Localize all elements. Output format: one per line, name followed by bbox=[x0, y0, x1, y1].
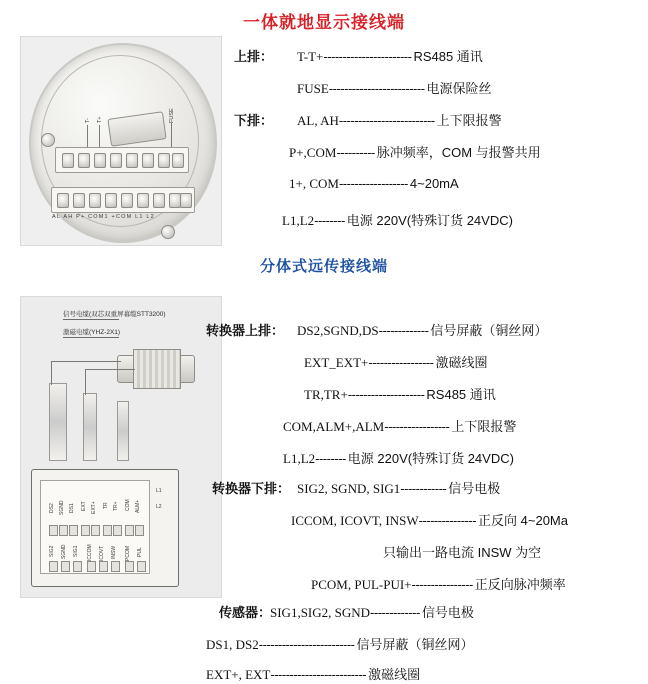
leader-dashes: -------- bbox=[315, 451, 346, 466]
cable-note-leader bbox=[63, 319, 119, 320]
panel-label-ds1: DS1 bbox=[69, 503, 75, 513]
converter-terminal-panel bbox=[40, 480, 150, 574]
terminal-desc: 脉冲频率，COM 与报警共用 bbox=[376, 145, 541, 160]
terminal-desc: 上下限报警 bbox=[451, 419, 517, 434]
terminal-desc: 电源保险丝 bbox=[426, 81, 492, 96]
leader-dashes: ------------------ bbox=[338, 176, 408, 191]
terminal-desc: 信号屏蔽（铜丝网） bbox=[356, 637, 474, 652]
integral-top-row-label-group bbox=[234, 46, 275, 65]
ground-bolt bbox=[41, 133, 55, 147]
integral-bottom-label: 下排： bbox=[234, 113, 274, 128]
leader-dashes: ------------ bbox=[400, 481, 447, 496]
terminal-block-top bbox=[55, 147, 189, 173]
leader-dashes: ---------------- bbox=[411, 577, 473, 592]
wiring-row bbox=[289, 176, 459, 192]
terminal-name: FUSE bbox=[297, 81, 329, 96]
converter-bottom-label-group bbox=[212, 478, 292, 497]
terminal-desc: RS485 通讯 bbox=[426, 387, 496, 402]
terminal-desc: 正反向 4~20Ma bbox=[478, 513, 568, 528]
panel-label-l2: L2 bbox=[156, 504, 162, 510]
terminal-desc: RS485 通讯 bbox=[413, 49, 483, 64]
terminal-label-t-plus: T+ bbox=[97, 116, 103, 123]
converter-bottom-label: 转换器下排： bbox=[212, 481, 291, 496]
panel-label-pcom: PCOM bbox=[125, 546, 131, 561]
terminal-name: SIG2, SGND, SIG1 bbox=[297, 481, 401, 496]
terminal-desc: 4~20mA bbox=[409, 176, 459, 191]
terminal-name: DS2,SGND,DS bbox=[297, 323, 379, 338]
page-title: 一体就地显示接线端 bbox=[243, 13, 405, 32]
terminal-row-labels: AL AH P+ COM1 +COM L1 L2 bbox=[52, 214, 155, 220]
panel-label-tr-plus: TR+ bbox=[113, 501, 119, 511]
sensor-neck-left bbox=[49, 383, 67, 461]
converter-enclosure bbox=[31, 469, 179, 587]
terminal-desc: 电源 220V(特殊订货 24VDC) bbox=[346, 213, 513, 228]
terminal-lead-line bbox=[99, 125, 100, 149]
excitation-cable-note: 激磁电缆(YHZ-2X1) bbox=[63, 329, 121, 336]
wiring-row bbox=[297, 320, 547, 339]
terminal-name: COM,ALM+,ALM bbox=[283, 419, 385, 434]
cable-run bbox=[85, 369, 86, 395]
terminal-desc: 正反向脉冲频率 bbox=[474, 577, 566, 592]
leader-dashes: ------------- bbox=[370, 605, 420, 620]
terminal-name: DS1, DS2 bbox=[206, 637, 259, 652]
leader-dashes: ----------------- bbox=[384, 419, 450, 434]
terminal-desc: 激磁线圈 bbox=[435, 355, 488, 370]
integral-terminal-photo bbox=[20, 36, 222, 246]
wiring-row bbox=[270, 602, 474, 621]
leader-dashes: -------------------- bbox=[347, 387, 425, 402]
terminal-name: T-T+ bbox=[297, 49, 324, 64]
leader-dashes: ---------- bbox=[336, 145, 375, 160]
cable-run bbox=[51, 361, 52, 385]
terminal-name: L1,L2 bbox=[283, 451, 316, 466]
terminal-label-fuse: FUSE bbox=[169, 108, 175, 123]
wiring-row bbox=[311, 574, 566, 593]
panel-label-iccom: ICCOM bbox=[87, 544, 93, 561]
section-subtitle: 分体式远传接线端 bbox=[259, 258, 388, 275]
panel-label-tr: TR bbox=[103, 502, 109, 509]
insw-note: 只输出一路电流 INSW 为空 bbox=[383, 545, 542, 560]
wiring-row bbox=[289, 142, 541, 161]
terminal-name: ICCOM, ICOVT, INSW bbox=[291, 513, 419, 528]
wiring-row bbox=[297, 46, 483, 65]
terminal-desc: 上下限报警 bbox=[436, 113, 502, 128]
wiring-row bbox=[283, 416, 516, 435]
panel-label-ext-plus: EXT+ bbox=[91, 501, 97, 514]
panel-label-l1: L1 bbox=[156, 488, 162, 494]
panel-label-icovt: ICOVT bbox=[99, 545, 105, 561]
panel-label-pul: PUL bbox=[137, 547, 143, 557]
leader-dashes: ------------------------- bbox=[258, 637, 355, 652]
terminal-desc: 信号电极 bbox=[421, 605, 474, 620]
terminal-label-t-minus: T- bbox=[85, 118, 91, 123]
panel-label-ds2: DS2 bbox=[49, 503, 55, 513]
terminal-name: EXT_EXT+ bbox=[304, 355, 369, 370]
sensor-label: 传感器： bbox=[219, 605, 272, 620]
terminal-name: P+,COM bbox=[289, 145, 337, 160]
leader-dashes: ------------------------- bbox=[328, 81, 425, 96]
leader-dashes: ----------------- bbox=[368, 355, 434, 370]
terminal-name: EXT+, EXT bbox=[206, 667, 271, 682]
fuse-lead-line bbox=[171, 123, 172, 149]
leader-dashes: ------------------------- bbox=[338, 113, 435, 128]
remote-converter-photo bbox=[20, 296, 222, 598]
wiring-row bbox=[304, 352, 488, 371]
sensor-terminal-block bbox=[133, 349, 181, 389]
integral-top-label: 上排： bbox=[234, 49, 274, 64]
wiring-row bbox=[283, 448, 514, 467]
panel-label-sig2: SIG2 bbox=[49, 545, 55, 557]
panel-label-sgnd: SGND bbox=[59, 500, 65, 515]
ground-bolt bbox=[161, 225, 175, 239]
wiring-row bbox=[304, 384, 496, 403]
leader-dashes: --------------- bbox=[418, 513, 477, 528]
leader-dashes: ------------- bbox=[378, 323, 429, 338]
panel-label-ext: EXT bbox=[81, 501, 87, 511]
terminal-lead-line bbox=[87, 125, 88, 149]
terminal-name: TR,TR+ bbox=[304, 387, 348, 402]
leader-dashes: ------------------------- bbox=[270, 667, 367, 682]
terminal-block-bottom bbox=[51, 187, 195, 213]
leader-dashes: -------- bbox=[314, 213, 345, 228]
leader-dashes: ----------------------- bbox=[323, 49, 412, 64]
terminal-name: PCOM, PUL-PUI+ bbox=[311, 577, 412, 592]
terminal-name: SIG1,SIG2, SGND bbox=[270, 605, 371, 620]
terminal-desc: 信号电极 bbox=[448, 481, 501, 496]
cable-conduit bbox=[117, 401, 129, 461]
coil-note-leader bbox=[63, 337, 119, 338]
terminal-desc: 激磁线圈 bbox=[368, 667, 421, 682]
wiring-row bbox=[206, 634, 474, 653]
signal-cable-note: 信号电缆(双芯双重屏幕缆STT3200) bbox=[63, 311, 166, 318]
panel-label-sig1: SIG1 bbox=[73, 545, 79, 557]
cable-run bbox=[51, 361, 121, 362]
wiring-row bbox=[206, 664, 420, 683]
sensor-neck-right bbox=[83, 393, 97, 461]
wiring-row bbox=[282, 210, 513, 229]
panel-label-alm-plus: ALM+ bbox=[135, 499, 141, 513]
panel-label-sgnd-2: SGND bbox=[61, 544, 67, 559]
panel-label-insw: INSW bbox=[111, 545, 117, 559]
wiring-row bbox=[297, 110, 502, 129]
wiring-row bbox=[297, 78, 492, 97]
sensor-label-group bbox=[219, 602, 273, 621]
terminal-desc: 电源 220V(特殊订货 24VDC) bbox=[347, 451, 514, 466]
integral-bottom-row-label-group bbox=[234, 110, 275, 129]
terminal-name: AL, AH bbox=[297, 113, 339, 128]
panel-label-com: COM bbox=[125, 499, 131, 511]
terminal-name: 1+, COM bbox=[289, 176, 339, 191]
wiring-row bbox=[291, 510, 568, 529]
converter-top-label-group bbox=[206, 320, 286, 339]
converter-top-label: 转换器上排： bbox=[206, 323, 285, 338]
cable-run bbox=[85, 369, 135, 370]
terminal-name: L1,L2 bbox=[282, 213, 315, 228]
terminal-desc: 信号屏蔽（铜丝网） bbox=[430, 323, 548, 338]
wiring-row bbox=[297, 478, 500, 497]
